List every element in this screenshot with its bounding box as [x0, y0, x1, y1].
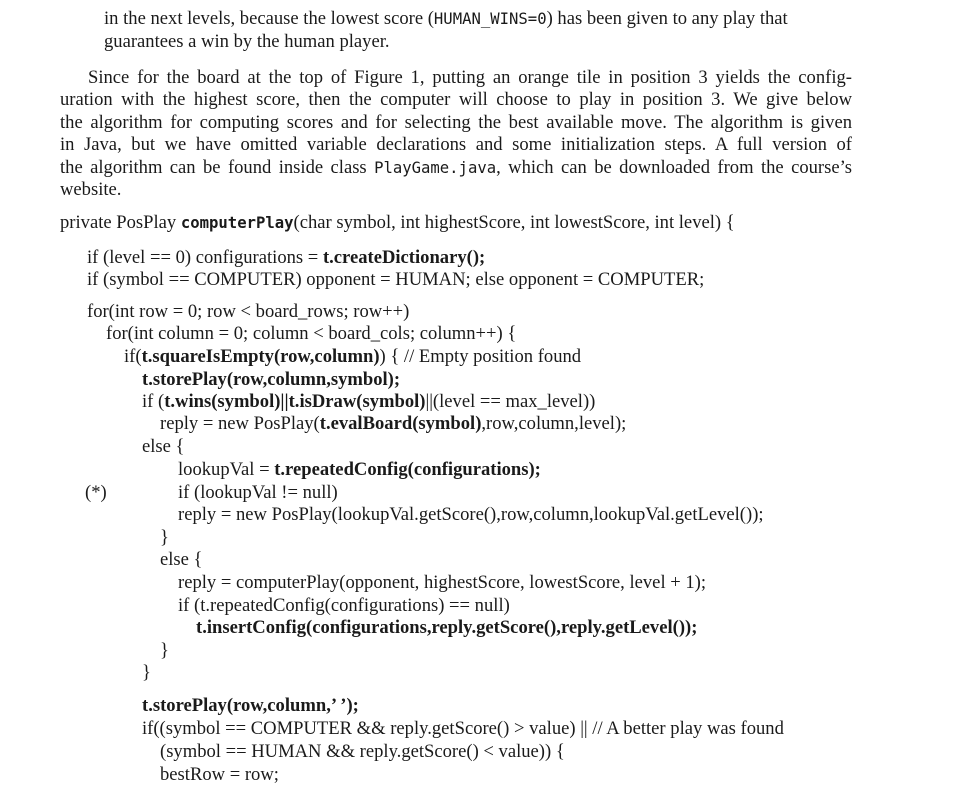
code-line-20: t.storePlay(row,column,’ ’); [142, 695, 359, 716]
intro-text: ) has been given to any play that [546, 8, 788, 29]
code-text: if (level == 0) configurations = [87, 247, 323, 268]
code-line-23: bestRow = row; [160, 764, 279, 785]
line-marker: (*) [85, 482, 107, 503]
code-line-19: } [142, 662, 151, 683]
code-line-7 [142, 391, 595, 413]
method-name: computerPlay [180, 214, 294, 232]
method-signature [60, 212, 735, 234]
code-line-1 [87, 247, 485, 269]
code-text-bold: t.createDictionary(); [322, 247, 486, 268]
body-paragraph [60, 67, 852, 201]
intro-line-1 [104, 8, 788, 30]
code-line-15: reply = computerPlay(opponent, highestScore, lowestScore, level + 1); [178, 572, 707, 593]
code-line-3: for(int row = 0; row < board_rows; row++) [87, 301, 410, 322]
code-line-6: t.storePlay(row,column,symbol); [142, 369, 401, 390]
intro-text: in the next levels, because the lowest score ( [104, 8, 434, 29]
code-text: ) { // Empty position found [379, 346, 582, 367]
code-text-bold: t.repeatedConfig(configurations); [274, 459, 541, 480]
code-line-17: t.insertConfig(configurations,reply.getScore(),reply.getLevel()); [196, 617, 698, 638]
code-line-4: for(int column = 0; column < board_cols; column++) { [106, 323, 517, 344]
code-line-14: else { [160, 549, 203, 570]
paragraph-line: the algorithm for computing scores and for selecting the best available move. The algorithm is given [60, 111, 852, 133]
code-line-13: } [160, 527, 169, 548]
code-text-bold: t.evalBoard(symbol) [319, 413, 482, 434]
code-text-bold: t.squareIsEmpty(row,column) [141, 346, 380, 367]
paragraph-line: in Java, but we have omitted variable declarations and some initialization steps. A full version of [60, 134, 852, 156]
code-line-16: if (t.repeatedConfig(configurations) == null) [178, 595, 510, 616]
code-text-bold: t.wins(symbol)||t.isDraw(symbol) [164, 391, 426, 412]
paragraph-text: the algorithm can be found inside class [60, 156, 375, 178]
paragraph-line: Since for the board at the top of Figure 1, putting an orange tile in position 3 yields the config- [88, 67, 852, 88]
code-line-22: (symbol == HUMAN && reply.getScore() < value)) { [160, 741, 565, 762]
code-line-9: else { [142, 436, 185, 457]
paragraph-text: , which can be downloaded from the course’s [496, 156, 852, 178]
code-text: ,row,column,level); [481, 413, 627, 434]
signature-text: private PosPlay [60, 212, 181, 233]
code-text: reply = new PosPlay( [160, 413, 320, 434]
code-text: if ( [142, 391, 165, 412]
code-text: lookupVal = [178, 459, 275, 480]
code-line-8 [160, 413, 626, 435]
signature-text: (char symbol, int highestScore, int lowestScore, int level) { [293, 212, 735, 233]
code-text: ||(level == max_level)) [425, 391, 596, 412]
paragraph-line: uration with the highest score, then the computer will choose to play in position 3. We give below [60, 89, 852, 111]
inline-code: PlayGame.java [374, 158, 497, 177]
paragraph-line [60, 157, 852, 179]
code-line-5 [124, 346, 581, 368]
code-line-10 [178, 459, 541, 481]
inline-code: HUMAN_WINS=0 [433, 10, 547, 28]
code-line-21: if((symbol == COMPUTER && reply.getScore() > value) || // A better play was found [142, 718, 784, 739]
intro-line-2: guarantees a win by the human player. [104, 31, 390, 52]
code-line-12: reply = new PosPlay(lookupVal.getScore(),row,column,lookupVal.getLevel()); [178, 504, 764, 525]
code-line-11: if (lookupVal != null) [178, 482, 338, 503]
code-line-18: } [160, 640, 169, 661]
code-line-2: if (symbol == COMPUTER) opponent = HUMAN; else opponent = COMPUTER; [87, 269, 705, 290]
paragraph-line: website. [60, 178, 122, 200]
code-text: if( [124, 346, 142, 367]
